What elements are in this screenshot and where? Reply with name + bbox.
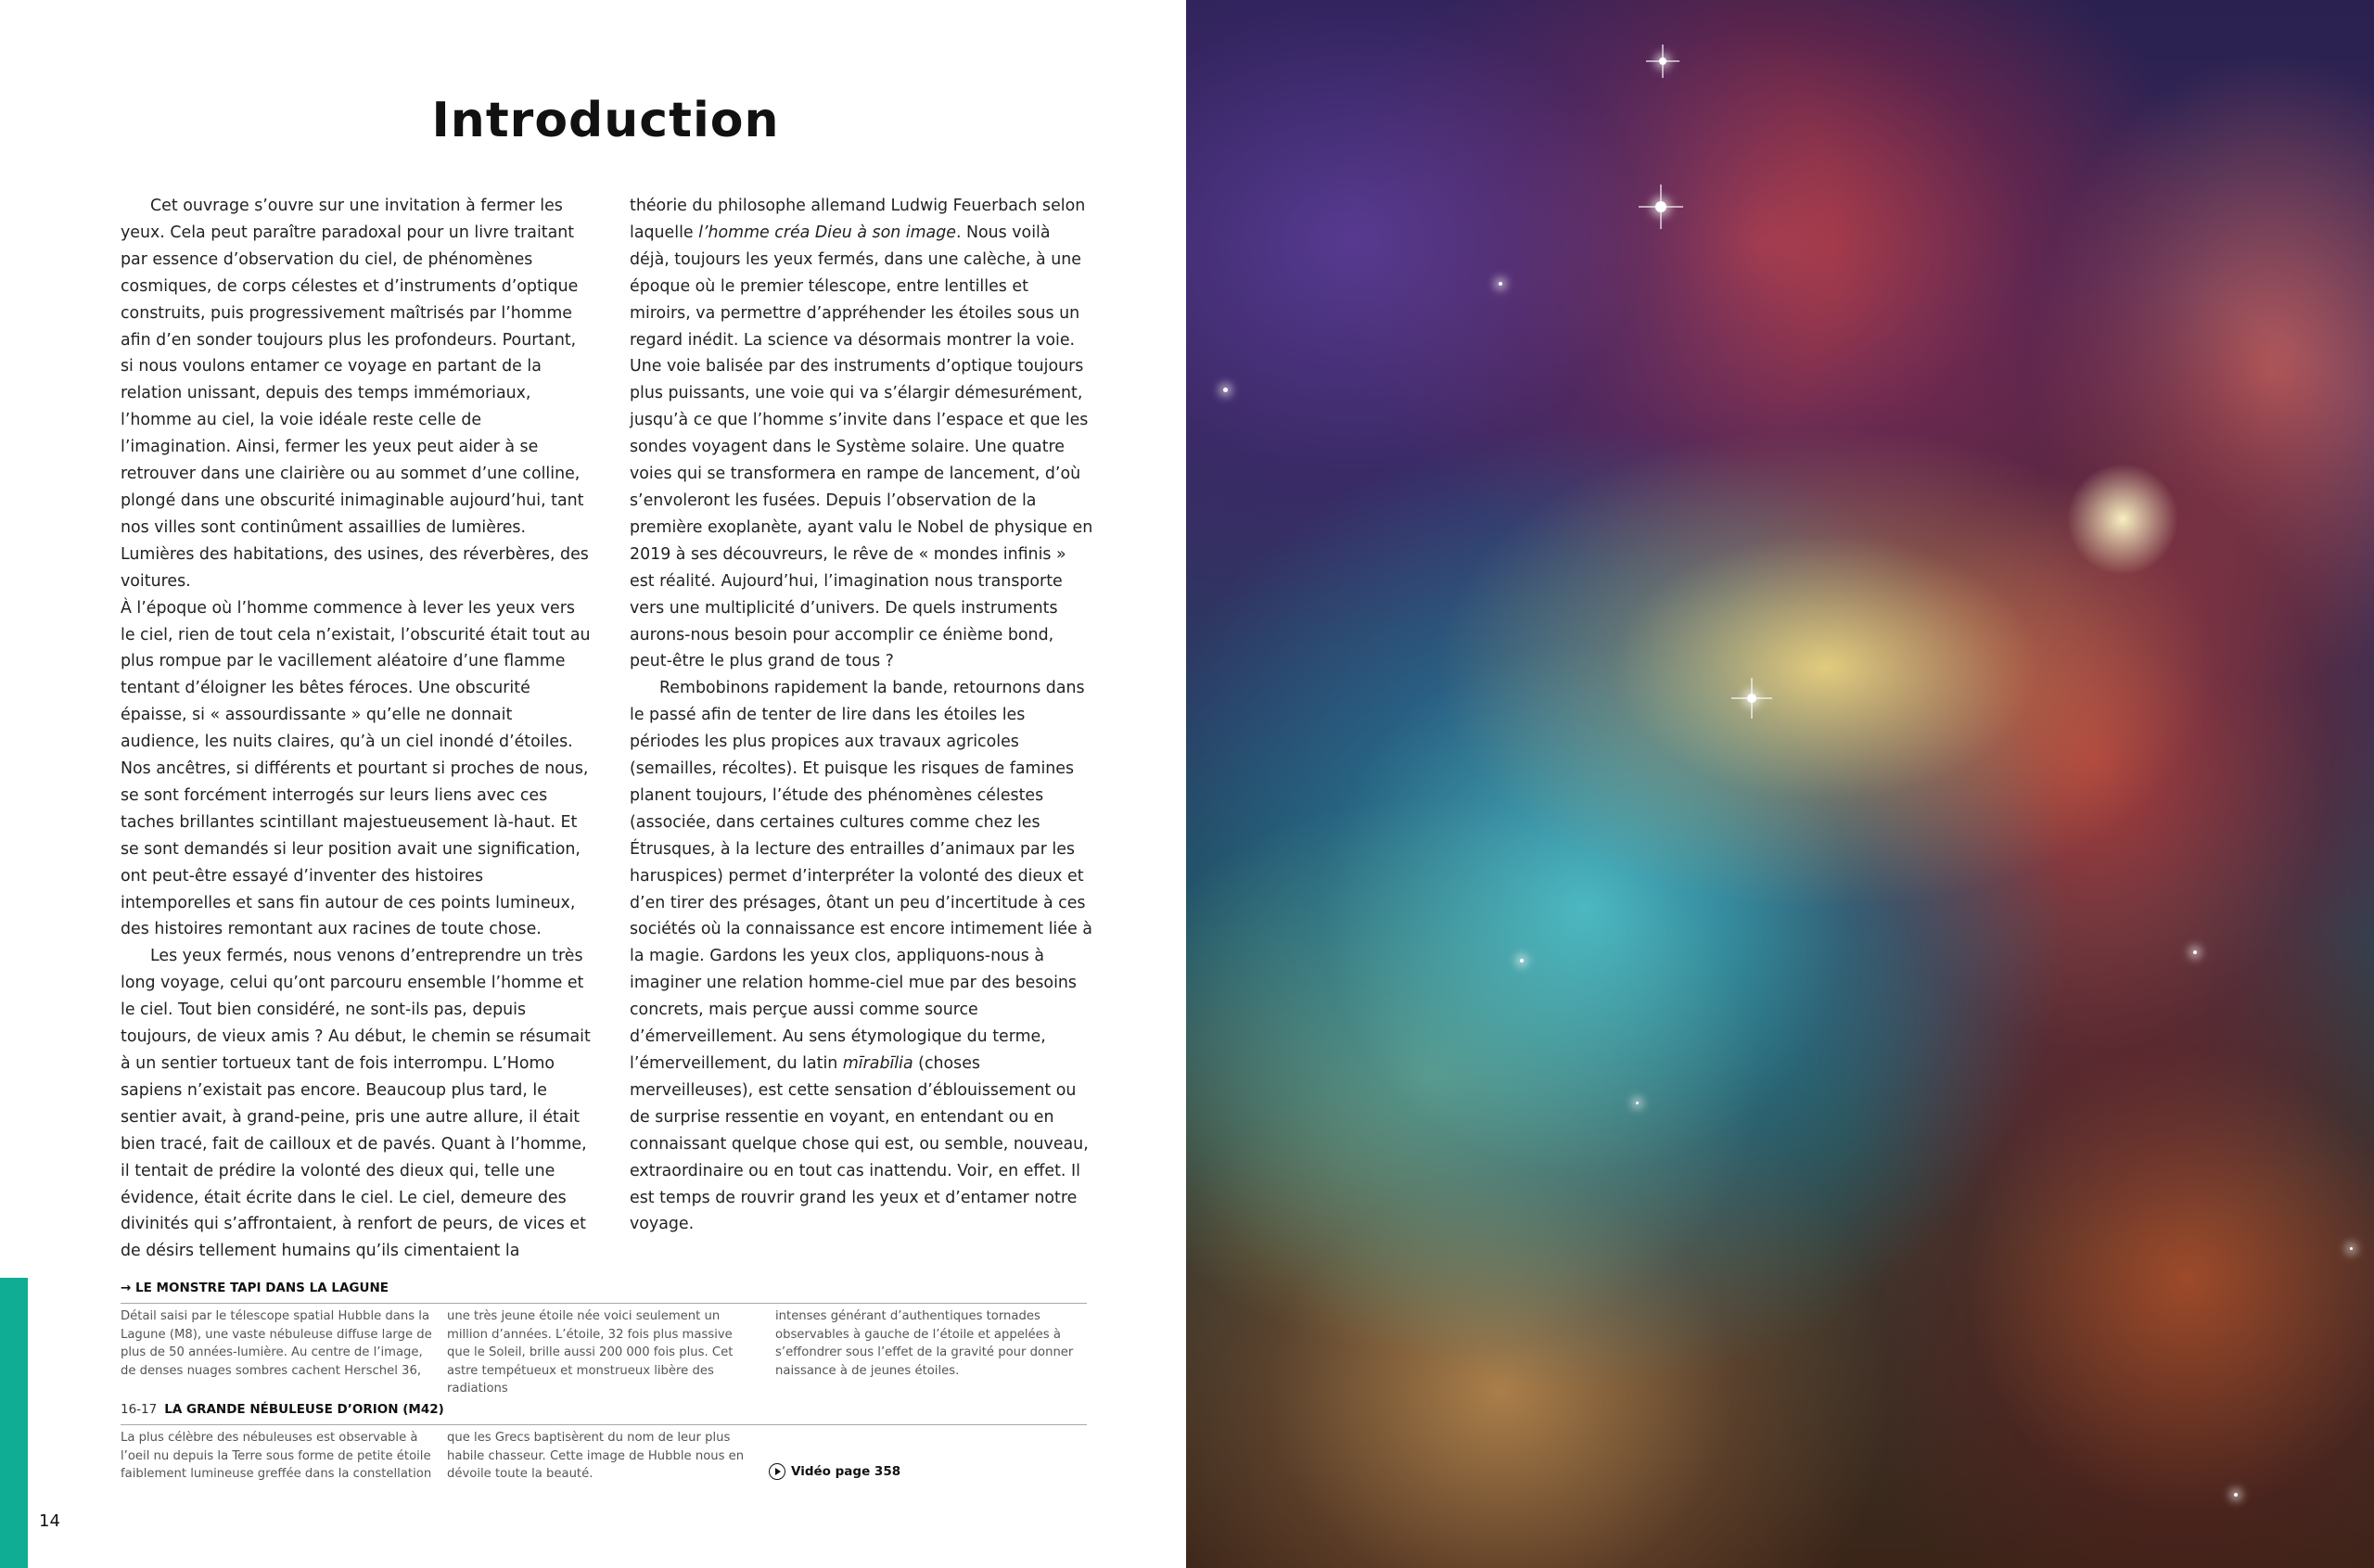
star-spike (1660, 185, 1662, 229)
left-page (0, 0, 1186, 1568)
paragraph (630, 675, 1093, 1238)
paragraph (630, 193, 1093, 675)
star (1223, 388, 1228, 392)
caption-heading-text: LA GRANDE NÉBULEUSE D’ORION (M42) (164, 1402, 444, 1417)
caption-heading-orion (121, 1402, 1087, 1425)
caption-heading-lagoon (121, 1281, 1087, 1304)
star (2234, 1493, 2238, 1497)
page-number: 14 (39, 1511, 60, 1531)
paragraph-text: Rembobinons rapidement la bande, retournons dans le passé afin de tenter de lire dans les étoiles les périodes les plus propices aux travaux agricoles (semailles, récoltes). Et puisque les risques de famines planent toujours, l’étude des phénomènes célestes (associée, dans certaines cultures comme chez les Étrusques, à la lecture des entrailles d’animaux par les haruspices) permet d’interpréter la volonté des dieux et d’en tirer des présages, ôtant un peu d’incertitude à ces sociétés où la connaissance est encore intimement liée à la magie. Gardons les yeux clos, appliquons-nous à imaginer une relation homme-ciel mue par des besoins concrets, mais perçue aussi comme source d’émerveillement. Au sens étymologique du terme, l’émerveillement, du latin (630, 679, 1092, 1073)
star (2193, 950, 2197, 954)
star (1636, 1102, 1639, 1104)
text-column-2 (630, 193, 1093, 1238)
caption-text: Détail saisi par le télescope spatial Hubble dans la Lagune (M8), une vaste nébuleuse diffuse large de plus de 50 années-lumière. Au centre de l’image, de denses nuages sombres cachent Herschel 36, (121, 1309, 432, 1378)
caption-heading-text: → LE MONSTRE TAPI DANS LA LAGUNE (121, 1281, 389, 1295)
paragraph-text: . Nous voilà déjà, toujours les yeux fermés, dans une calèche, à une époque où le premier télescope, entre lentilles et miroirs, va permettre d’appréhender les étoiles sous un regard inédit. La science va désormais montrer la voie. Une voie balisée par des instruments d’optique toujours plus puissants, une voie qui va s’élargir démesurément, jusqu’à ce que l’homme s’invite dans l’espace et que les sondes voyagent dans le Système solaire. Une quatre voies qui se transformera en rampe de lancement, d’où s’envoleront les fusées. Depuis l’observation de la première exoplanète, ayant valu le Nobel de physique en 2019 à ses découvreurs, le rêve de « mondes infinis » est réalité. Aujourd’hui, l’imagination nous transporte vers une multiplicité d’univers. De quels instruments aurons-nous besoin pour accomplir ce énième bond, peut-être le plus grand de tous ? (630, 223, 1093, 671)
star-spike (1662, 45, 1664, 78)
paragraph-text: (choses merveilleuses), est cette sensation d’éblouissement ou de surprise ressentie en voyant, en entendant ou en connaissant quelque chose qui est, ou semble, nouveau, extraordinaire ou en tout cas inattendu. Voir, en effet. Il est temps de rouvrir grand les yeux et d’entamer notre voyage. (630, 1054, 1089, 1234)
paragraph: Les yeux fermés, nous venons d’entreprendre un très long voyage, celui qu’ont parcouru ensemble l’homme et le ciel. Tout bien considéré, ne sont-ils pas, depuis toujours, de vieux amis ? Au début, le chemin se résumait à un sentier tortueux tant de fois interrompu. L’Homo sapiens n’existait pas encore. Beaucoup plus tard, le sentier avait, à grand-peine, pris une autre allure, il était bien tracé, fait de cailloux et de pavés. Quant à l’homme, il tentait de prédire la volonté des dieux qui, telle une évidence, était écrite dans le ciel. Le ciel, demeure des divinités qui s’affrontaient, à renfort de peurs, de vices et de désirs tellement humains qu’ils cimentaient la (121, 947, 591, 1261)
play-circle-icon (769, 1463, 785, 1480)
video-link-label: Vidéo page 358 (791, 1464, 901, 1479)
paragraph: À l’époque où l’homme commence à lever les yeux vers le ciel, rien de tout cela n’existait, l’obscurité était tout au plus rompue par le vacillement aléatoire d’une flamme tentant d’éloigner les bêtes féroces. Une obscurité épaisse, si « assourdissante » qu’elle ne donnait audience, les nuits claires, qu’à un ciel inondé d’étoiles. Nos ancêtres, si différents et pourtant si proches de nous, se sont forcément interrogés sur leurs liens avec ces taches brillantes scintillant majestueusement là-haut. Et se sont demandés si leur position avait une signification, ont peut-être essayé d’inventer des histoires intemporelles et sans fin autour de ces points lumineux, des histoires remontant aux racines de toute chose. (121, 598, 591, 939)
nebula-image (1186, 0, 2374, 1568)
caption-text: intenses générant d’authentiques tornades observables à gauche de l’étoile et appelées à s’effondrer sous l’effet de la gravité pour donner naissance à de jeunes étoiles. (775, 1309, 1074, 1378)
star-spike (1751, 678, 1753, 719)
paragraph-text: théorie du philosophe allemand Ludwig Feuerbach selon laquelle (630, 197, 1086, 242)
star (2350, 1247, 2353, 1250)
emphasis-text: mīrabīlia (842, 1054, 913, 1073)
emphasis-text: l’homme créa Dieu à son image (698, 223, 956, 242)
caption-text: que les Grecs baptisèrent du nom de leur plus habile chasseur. Cette image de Hubble nous en dévoile toute la beauté. (447, 1431, 745, 1481)
star (1520, 959, 1524, 962)
page-reference: 16-17 (121, 1402, 158, 1417)
video-link[interactable] (769, 1463, 900, 1480)
caption-text: une très jeune étoile née voici seulement un million d’années. L’étoile, 32 fois plus massive que le Soleil, brille aussi 200 000 fois plus. Cet astre tempétueux et monstrueux libère des radiations (447, 1309, 734, 1396)
page-title: Introduction (431, 93, 780, 148)
paragraph: Cet ouvrage s’ouvre sur une invitation à fermer les yeux. Cela peut paraître paradoxal pour un livre traitant par essence d’observation du ciel, de phénomènes cosmiques, de corps célestes et d’instruments d’optique construits, puis progressivement maîtrisés par l’homme afin d’en sonder toujours plus les profondeurs. Pourtant, si nous voulons entamer ce voyage en partant de la relation unissant, depuis des temps immémoriaux, l’homme au ciel, la voie idéale reste celle de l’imagination. Ainsi, fermer les yeux peut aider à se retrouver dans une clairière ou au sommet d’une colline, plongé dans une obscurité inimaginable aujourd’hui, tant nos villes sont continûment assaillies de lumières. Lumières des habitations, des usines, des réverbères, des voitures. (121, 197, 589, 591)
accent-bar (0, 1278, 28, 1568)
star (1499, 282, 1502, 286)
caption-text: La plus célèbre des nébuleuses est observable à l’oeil nu depuis la Terre sous forme de petite étoile faiblement lumineuse greffée dans la constellation (121, 1431, 432, 1481)
text-column-1 (121, 193, 594, 1265)
